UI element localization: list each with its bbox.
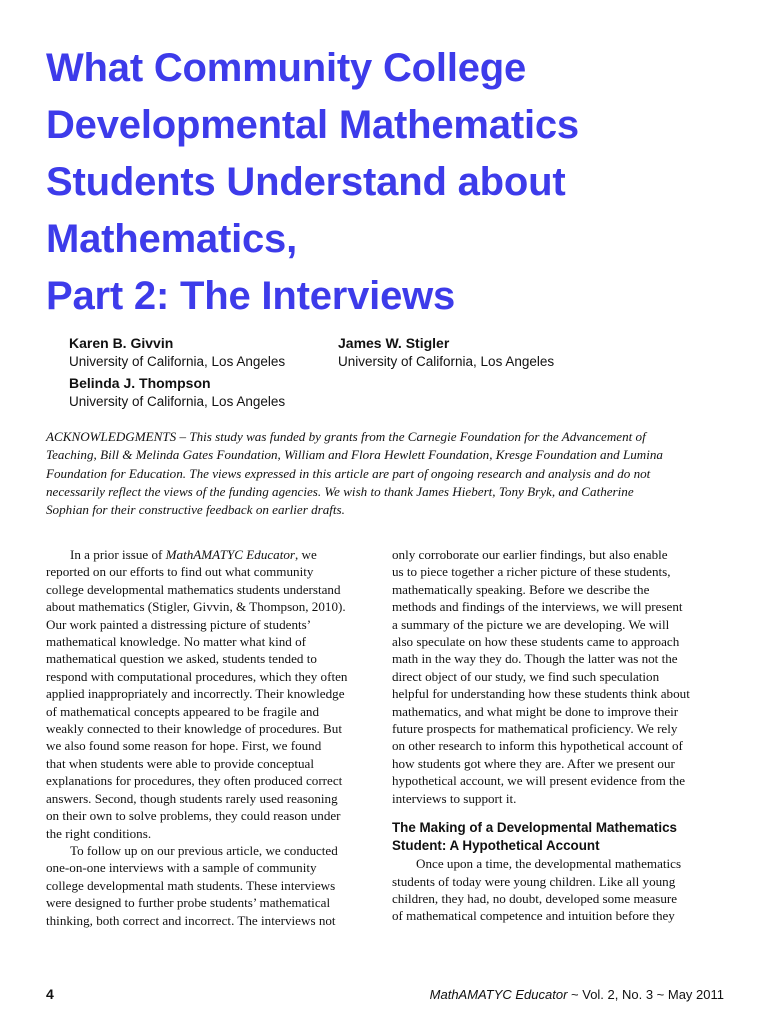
body-line: Once upon a time, the developmental mathematics [416,856,682,872]
body-line: math in the way they do. Though the latter was not the [392,651,678,667]
body-line: answers. Second, though students rarely used reasoning [46,790,338,806]
journal-issue: ~ Vol. 2, No. 3 ~ May 2011 [567,987,724,1002]
author-affiliation: University of California, Los Angeles [69,394,286,409]
title-line: Students Understand about [46,160,566,204]
section-heading [392,819,727,855]
body-line: children, they had, no doubt, developed some measure [392,890,678,906]
journal-name: MathAMATYC Educator [429,987,568,1002]
author-givvin [69,333,285,371]
acknowledgments [46,428,726,519]
body-line: mathematical knowledge. No matter what kind of [46,634,306,650]
ack-line: Sophian for their constructive feedback on earlier drafts. [46,502,345,518]
author-affiliation: University of California, Los Angeles [69,354,286,369]
body-line: college developmental mathematics students understand [46,581,341,597]
body-line: about mathematics (Stigler, Givvin, & Thompson, 2010). [46,599,346,615]
title-line: Part 2: The Interviews [46,274,456,318]
body-line: direct object of our study, we find such speculation [392,668,660,684]
body-line: In a prior issue of MathAMATYC Educator, we [70,547,317,562]
body-line: of mathematical competence and intuition before they [392,908,675,924]
body-paragraph [46,842,381,929]
body-line: one-on-one interviews with a sample of community [46,860,317,876]
body-line: of mathematical concepts appeared to be fragile and [46,703,320,719]
author-name: James W. Stigler [338,335,450,351]
body-line: also speculate on how these students came to approach [392,634,680,650]
body-line: mathematics, and what might be done to improve their [392,703,679,719]
body-line: hypothetical account, we will present evidence from the [392,773,686,789]
ack-line: necessarily reflect the views of the funding agencies. We wish to thank James Hiebert, Tony Bryk, and Catherine [46,483,634,499]
body-line: Our work painted a distressing picture of students’ [46,616,312,632]
page-number: 4 [46,986,54,1002]
body-line: interviews to support it. [392,790,517,806]
body-line: future prospects for mathematical proficiency. We rely [392,721,678,737]
body-line: mathematically speaking. Before we describe the [392,581,650,597]
ack-line: ACKNOWLEDGMENTS – This study was funded by grants from the Carnegie Foundation for the Advancement of [46,429,646,444]
journal-footer [430,987,724,1002]
body-line: on their own to solve problems, they could reason under [46,808,341,824]
body-line: mathematical question we asked, students tended to [46,651,317,667]
body-line: methods and findings of the interviews, we will present [392,599,683,615]
author-affiliation: University of California, Los Angeles [338,354,555,369]
author-name: Karen B. Givvin [69,335,174,351]
body-paragraph [392,855,727,925]
article-title [46,40,746,325]
body-line: only corroborate our earlier findings, but also enable [392,547,668,562]
body-line: explanations for procedures, they often produced correct [46,773,343,789]
author-name: Belinda J. Thompson [69,375,211,391]
body-line: reported on our efforts to find out what community [46,564,314,580]
body-paragraph [392,546,727,807]
body-line: weakly connected to their knowledge of procedures. But [46,721,342,737]
author-stigler [338,333,554,371]
body-line: respond with computational procedures, which they often [46,668,348,684]
body-line: a summary of the picture we are developing. We will [392,616,670,632]
title-line: What Community College [46,46,527,90]
author-thompson [69,373,285,411]
title-line: Mathematics, [46,217,298,261]
body-paragraph [46,546,381,842]
body-line: college developmental math students. These interviews [46,877,336,893]
body-line: applied inappropriately and incorrectly. Their knowledge [46,686,345,702]
body-line: were designed to further probe students’ mathematical [46,895,331,911]
body-line: the right conditions. [46,825,152,841]
body-line: how students got where they are. After we present our [392,755,675,771]
body-line: us to piece together a richer picture of these students, [392,564,671,580]
body-line: helpful for understanding how these students think about [392,686,690,702]
body-line: thinking, both correct and incorrect. The interviews not [46,912,336,928]
body-line: students of today were young children. Like all young [392,873,676,889]
section-heading-line: The Making of a Developmental Mathematics [392,820,677,836]
title-line: Developmental Mathematics [46,103,579,147]
left-column [46,546,381,929]
ack-line: Foundation for Education. The views expressed in this article are part of ongoing research and analysis and do not [46,465,651,481]
body-line: that when students were able to provide conceptual [46,755,314,771]
right-column [392,546,727,925]
ack-line: Teaching, Bill & Melinda Gates Foundation, William and Flora Hewlett Foundation, Kresge Foundation and Lumina [46,447,663,463]
body-line: we also found some reason for hope. First, we found [46,738,322,754]
body-line: on other research to inform this hypothetical account of [392,738,683,754]
section-heading-line: Student: A Hypothetical Account [392,838,600,854]
body-line: To follow up on our previous article, we conducted [70,842,338,858]
